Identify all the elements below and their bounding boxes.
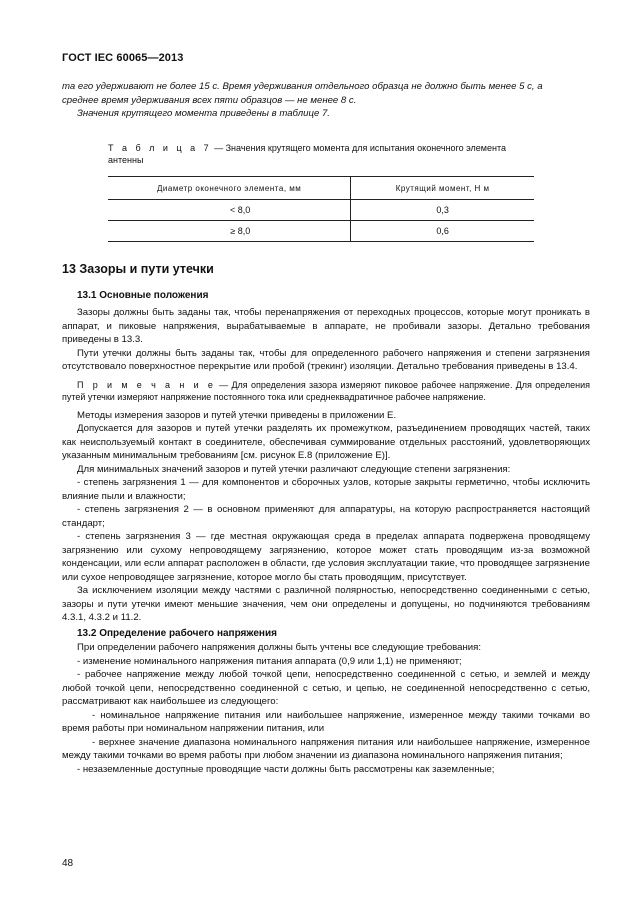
paragraph: Допускается для зазоров и путей утечки разделять их промежутком, разъединением проводящих частей, таких как неиспользуемый контакт в соединителе, обеспечивая суммирование отдельных расстояний, удовлетворяющих указанным минимальным требованиям [см. рисунок Е.8 (приложение Е)].: [62, 423, 590, 461]
text-line: та его удерживают не более 15 с. Время удерживания отдельного образца не должно быть менее 5 с, а: [62, 81, 543, 92]
table-reference: Значения крутящего момента приведены в таблице 7.: [77, 108, 330, 119]
table-cell: 0,3: [351, 200, 534, 221]
note-text: — Для определения зазора измеряют пиковое рабочее напряжение. Для определения путей утечки измеряют напряжение постоянного тока или среднеквадратичное рабочее напряжение.: [62, 379, 590, 402]
paragraph: Для минимальных значений зазоров и путей утечки различают следующие степени загрязнения:: [77, 463, 511, 475]
table-row: [108, 221, 534, 242]
sub-list-item: - верхнее значение диапазона номинального напряжения питания или наибольшее напряжение, измеренное между такими точками во время работы при любом значении из диапазона номинального напряжения питания;: [62, 736, 590, 761]
document-header: ГОСТ IEC 60065—2013: [62, 52, 184, 64]
table-caption-text: — Значения крутящего момента для испытания оконечного элемента антенны: [108, 143, 506, 165]
table-header-row: [108, 177, 534, 200]
list-item: - рабочее напряжение между любой точкой цепи, непосредственно соединенной с сетью, и землей и между любой точкой цепи, непосредственно соединенной с сетью, и цепью, не соединенной непосредственно с сетью, рассматривают как наибольшее из следующего:: [62, 669, 590, 707]
table-caption: [108, 142, 538, 166]
sub-list-item: - номинальное напряжение питания или наибольшее напряжение, измеренное между такими точками во время работы при номинальном напряжении питания, или: [62, 709, 590, 734]
section-title: 13 Зазоры и пути утечки: [62, 262, 214, 276]
table-caption-prefix: Т а б л и ц а 7: [108, 143, 212, 153]
table-cell: < 8,0: [108, 200, 351, 221]
list-item: - степень загрязнения 2 — в основном применяют для аппаратуры, на которую распространяется настоящий стандарт;: [62, 504, 590, 529]
continued-text: [62, 80, 590, 121]
text-line: среднее время удерживания всех пяти образцов — не менее 8 с.: [62, 94, 357, 106]
torque-table: [108, 176, 534, 242]
table-cell: 0,6: [351, 221, 534, 242]
table-cell: ≥ 8,0: [108, 221, 351, 242]
list-item: - незаземленные доступные проводящие части должны быть рассмотрены как заземленные;: [77, 763, 495, 775]
note: [62, 379, 590, 404]
page-number: 48: [62, 858, 74, 869]
paragraph: За исключением изоляции между частями с различной полярностью, непосредственно соединенными с сетью, зазоры и пути утечки имеют меньшие значения, чем они определены и допущены, но подчиняются требованиям 4.3.1, 4.3.2 и 11.2.: [62, 585, 590, 623]
table-header-torque: Крутящий момент, Н м: [351, 177, 534, 200]
table-header-diameter: Диаметр оконечного элемента, мм: [108, 177, 351, 200]
paragraph: При определении рабочего напряжения должны быть учтены все следующие требования:: [77, 642, 482, 653]
paragraph: Зазоры должны быть заданы так, чтобы перенапряжения от переходных процессов, которые могут проникать в аппарат, и пиковые напряжения, вырабатываемые в аппарате, не пробивали зазоры. Детально требования приведены в 13.3.: [62, 307, 590, 345]
subsection-title: 13.2 Определение рабочего напряжения: [77, 627, 277, 639]
paragraph: Пути утечки должны быть заданы так, чтобы для определенного рабочего напряжения и степени загрязнения отсутствовало поверхностное перекрытие или пробой (трекинг) изоляции. Детально требования приведены в 13.4.: [62, 347, 590, 372]
list-item: - изменение номинального напряжения питания аппарата (0,9 или 1,1) не применяют;: [77, 655, 462, 667]
section-13: [62, 263, 590, 776]
table-row: [108, 200, 534, 221]
note-prefix: П р и м е ч а н и е: [77, 379, 216, 390]
paragraph: Методы измерения зазоров и путей утечки приведены в приложении Е.: [77, 409, 397, 421]
subsection-title: 13.1 Основные положения: [77, 289, 209, 301]
list-item: - степень загрязнения 3 — где местная окружающая среда в пределах аппарата подвержена проводящему загрязнению или сухому непроводящему загрязнению, которое может стать проводящим из-за возможной конденсации, или если аппарат расположен в области, где условия эксплуатации такие, что проводящее загрязнение или сухое непроводящее загрязнение, которое могло бы стать проводящим, присутствует.: [62, 531, 590, 583]
list-item: - степень загрязнения 1 — для компонентов и сборочных узлов, которые закрыты герметично, чтобы исключить влияние пыли и влажности;: [62, 477, 590, 502]
